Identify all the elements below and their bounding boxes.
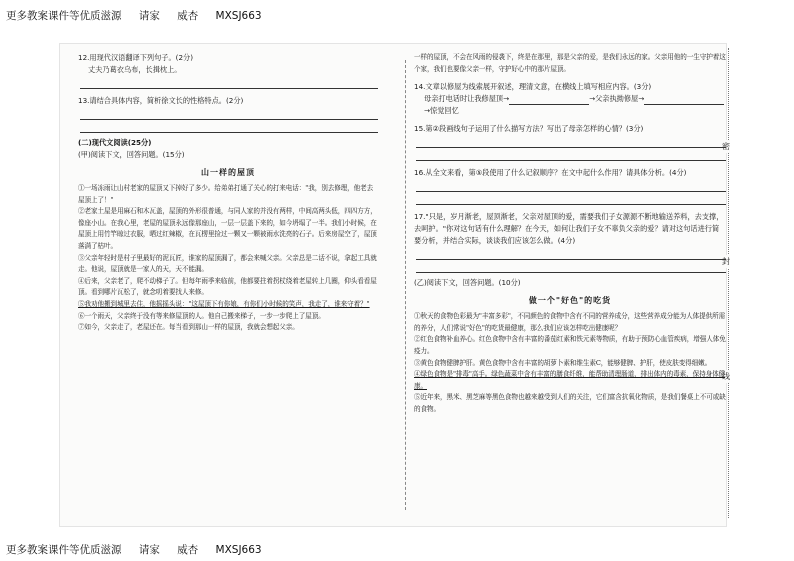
question-12-text: 丈夫乃葛衣乌布，长揖枕上。 — [88, 65, 182, 74]
paragraph: ⑦如今，父亲走了，老屋还在。每当看到那山一样的屋顶，我就会想起父亲。 — [78, 323, 299, 332]
column-divider — [405, 60, 406, 510]
blank[interactable] — [509, 96, 589, 105]
binding-line — [728, 48, 729, 518]
banner-site: 更多教案课件等优质滋源 — [6, 544, 122, 556]
paragraph: ⑤我劝他搬到城里去住，他摇摇头说："这屋顶下有你娘，有你们小时候的笑声，我走了，谁来守着？" — [78, 299, 370, 308]
blank[interactable] — [644, 96, 724, 105]
paragraph: ③黄色食物健脾护肝。黄色食物中含有丰富的胡萝卜素和维生素C，能够健脾、护肝，使皮肤变得细嫩。 — [414, 358, 712, 367]
binding-mark-2: 封 — [722, 257, 730, 266]
banner-site: 更多教案课件等优质滋源 — [6, 10, 122, 22]
question-15: 15.第②段画线句子运用了什么描写方法？写出了母亲怎样的心情？(3分) — [414, 124, 644, 134]
answer-line[interactable] — [416, 137, 726, 148]
answer-line[interactable] — [416, 194, 726, 205]
paragraph: ②老家土屋是用麻石和木瓦盖，屋顶的外形很普通，与同人家的并没有两样，中间高两头低，四四方方，像座小山。在我心里，老屋的屋顶永远像那座山，一层一层盖下来的，如今坍塌了一半。我们小时候，在屋顶上用竹竿晾过衣服，晒过红辣椒，在瓦楞里捡过一颗又一颗被雨水洗亮的石子。后来房屋空了，屋顶落满了枯叶。 — [78, 207, 377, 250]
answer-line[interactable] — [416, 150, 726, 161]
binding-mark-3: 线 — [722, 372, 730, 381]
section-heading: (二)现代文阅读(25分) — [78, 138, 152, 147]
answer-line[interactable] — [80, 122, 378, 133]
paragraph: ②红色食物补血养心。红色食物中含有丰富的番茄红素和铁元素等物质，有助于预防心血管疾病，增强人体免疫力。 — [414, 335, 726, 355]
article-title: 山一样的屋顶 — [201, 168, 255, 177]
question-13: 13.请结合具体内容，简析徐文长的性格特点。(2分) — [78, 96, 244, 105]
paragraph: ④后来，父亲老了，爬不动梯子了。但每年雨季来临前，他都要拄着拐杖绕着老屋转上几圈，仰头看看屋顶。看到哪片瓦松了，就念叨着要找人来修。 — [78, 276, 377, 297]
chain-a: 母亲打电话时让我修屋顶→ — [424, 94, 510, 104]
banner-code: MXSJ663 — [215, 10, 262, 22]
answer-line[interactable] — [80, 109, 378, 120]
banner-contact: 请家 — [138, 10, 160, 22]
answer-line[interactable] — [80, 78, 378, 89]
answer-line[interactable] — [416, 262, 726, 273]
answer-line[interactable] — [416, 181, 726, 192]
question-17: 17."只是，岁月渐老，屋顶渐老，父亲对屋顶的爱，需要我们子女源源不断地输送养料，去支撑，去呵护。"你对这句话有什么理解？在今天，如何让我们子女不辜负父亲的爱？请对这句话进行简要分析，并结合实际，谈谈我们应该怎么做。(4分) — [414, 212, 724, 246]
paragraph: ⑥一个雨天，父亲终于没有等来修屋顶的人。他自己搬来梯子，一步一步爬上了屋顶。 — [78, 311, 325, 320]
top-banner — [6, 8, 276, 23]
question-14: 14.文章以修屋为线索展开叙述，理清文意，在横线上填写相应内容。(3分) — [414, 82, 652, 92]
paragraph: ④绿色食物是"排毒"高手。绿色蔬菜中含有丰富的膳食纤维，能帮助清理肠道，排出体内的毒素，保持身体健康。 — [414, 370, 726, 390]
right-column — [414, 52, 726, 416]
section-subheading: (甲)阅读下文，回答问题。(15分) — [78, 150, 185, 159]
paragraph: ⑤近年来，黑米、黑芝麻等黑色食物也越来越受到人们的关注，它们富含抗氧化物质，是我们餐桌上不可或缺的食物。 — [414, 393, 726, 413]
left-column — [78, 52, 378, 334]
paragraph: ③父亲年轻时是村子里最好的泥瓦匠，谁家的屋顶漏了，都会来喊父亲。父亲总是二话不说，拿起工具就走。他说，屋顶就是一家人的天，天不能漏。 — [78, 253, 377, 274]
banner-contact: 请家 — [138, 544, 160, 556]
banner-code: MXSJ663 — [215, 544, 262, 556]
answer-line[interactable] — [416, 249, 726, 260]
paragraph: ①一场冻雨让山村老家的屋顶又下掉好了多少。给弟弟打通了关心的打来电话："我，别去修理，他老去屋顶上了！" — [78, 184, 374, 204]
binding-mark-1: 密 — [722, 142, 730, 151]
question-12: 12.用现代汉语翻译下列句子。(2分) — [78, 53, 194, 62]
question-16: 16.从全文来看，第⑤段使用了什么记叙顺序？在文中起什么作用？请具体分析。(4分) — [414, 168, 687, 178]
banner-name: 威杏 — [177, 10, 199, 22]
chain-b: →父亲执拗修屋→ — [589, 94, 645, 104]
article-b-title: 做一个"好色"的吃货 — [528, 296, 612, 306]
chain-c: →惊觉回忆 — [424, 106, 459, 116]
banner-name: 威杏 — [177, 544, 199, 556]
section-b-heading: (乙)阅读下文，回答问题。(10分) — [414, 278, 521, 288]
question-14-chain — [414, 93, 726, 117]
continued-text: 一样的屋顶，不会在风雨的侵袭下，终是在那里，那是父亲的爱，是我们永远的家。父亲用他的一生守护着这个家，我们也要像父亲一样，守护好心中的那片屋顶。 — [414, 53, 726, 73]
bottom-banner — [6, 542, 276, 557]
paragraph: ①秋天的食物色彩最为"丰富多彩"，不同颜色的食物中含有不同的营养成分，这些营养成分能为人体提供所需的养分，人们常说"好色"的吃货最健康，那么我们应该怎样吃出健康呢？ — [414, 312, 726, 332]
